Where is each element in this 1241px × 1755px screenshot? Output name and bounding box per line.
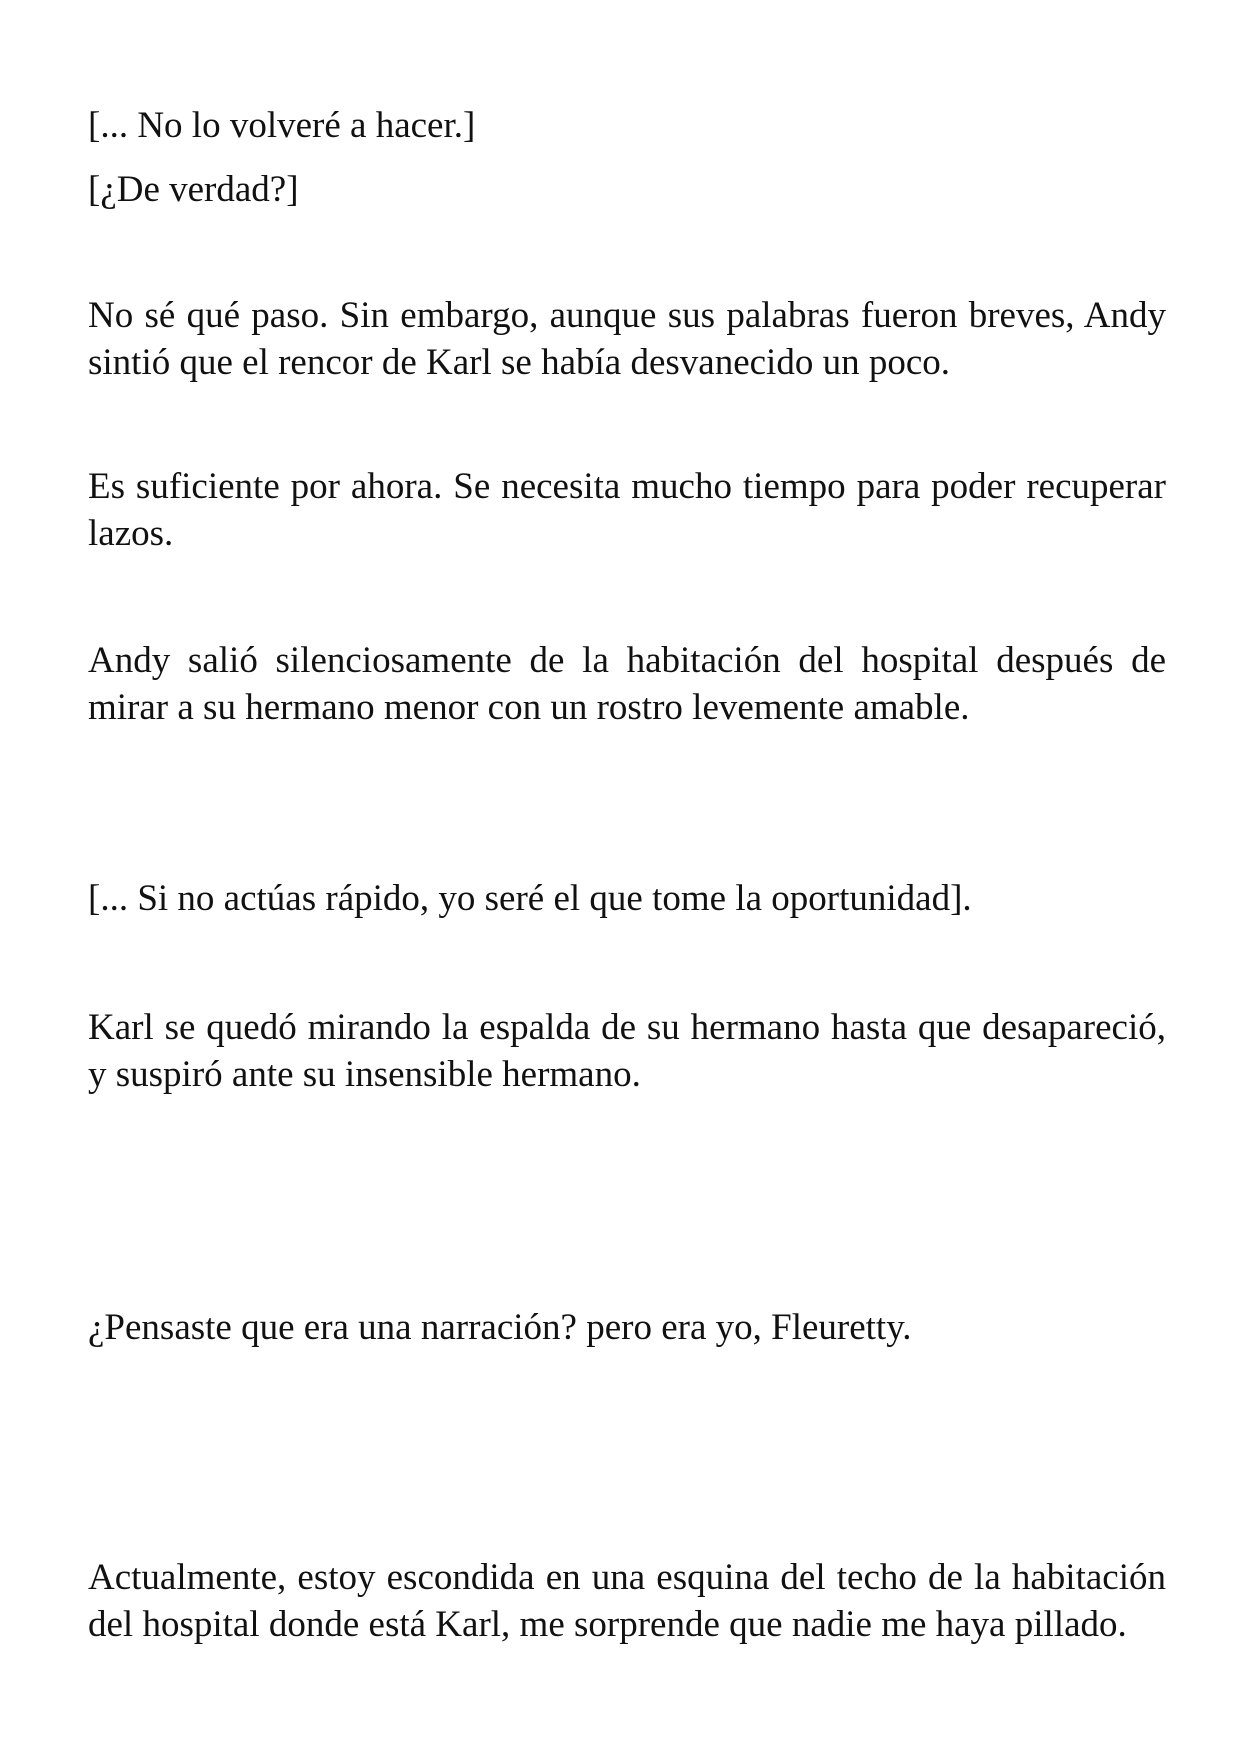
dialogue-line-1: [... No lo volveré a hacer.] — [88, 105, 476, 146]
paragraph-4: Karl se quedó mirando la espalda de su hermano hasta que desapareció, y suspiró ante su insensible hermano. — [88, 1007, 1166, 1095]
paragraph-5: ¿Pensaste que era una narración? pero era yo, Fleuretty. — [88, 1307, 912, 1348]
paragraph-2: Es suficiente por ahora. Se necesita mucho tiempo para poder recuperar lazos. — [88, 466, 1166, 554]
paragraph-3: Andy salió silenciosamente de la habitación del hospital después de mirar a su hermano menor con un rostro levemente amable. — [88, 640, 1166, 728]
paragraph-1: No sé qué paso. Sin embargo, aunque sus palabras fueron breves, Andy sintió que el rencor de Karl se había desvanecido un poco. — [88, 295, 1166, 383]
paragraph-6: Actualmente, estoy escondida en una esquina del techo de la habitación del hospital donde está Karl, me sorprende que nadie me haya pillado. — [88, 1557, 1166, 1645]
dialogue-line-3: [... Si no actúas rápido, yo seré el que tome la oportunidad]. — [88, 878, 972, 919]
dialogue-line-2: [¿De verdad?] — [88, 169, 299, 210]
